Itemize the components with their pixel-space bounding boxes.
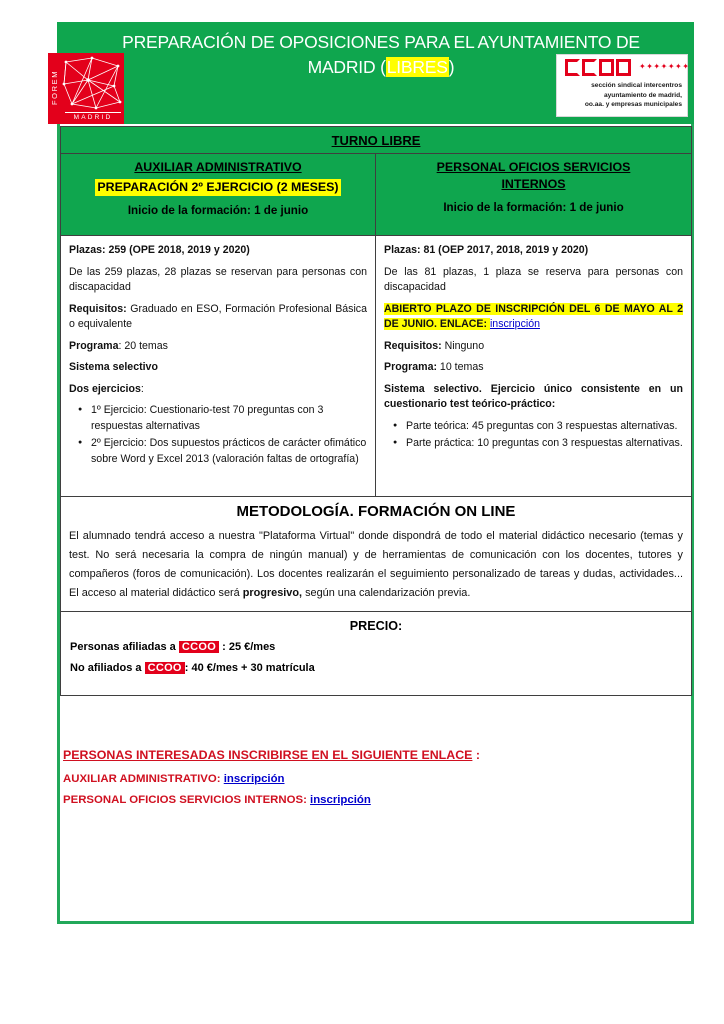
ccoo-logo bbox=[556, 54, 688, 117]
enrollment-label-personal: PERSONAL OFICIOS SERVICIOS INTERNOS: bbox=[63, 794, 311, 806]
personal-column-header bbox=[376, 154, 691, 236]
personal-sistema bbox=[384, 382, 683, 413]
auxiliar-start-date: Inicio de la formación: 1 de junio bbox=[127, 204, 309, 217]
personal-abierto-plazo bbox=[384, 302, 683, 333]
title-line-2-pre: MADRID ( bbox=[307, 57, 386, 77]
metodologia-text-bold: progresivo, bbox=[242, 587, 303, 599]
personal-plazas-value: 81 (OEP 2017, 2018, 2019 y 2020) bbox=[420, 244, 589, 256]
enrollment-link-row-auxiliar bbox=[63, 773, 683, 785]
forem-network-icon bbox=[62, 56, 122, 111]
precio-no-afiliados-row bbox=[61, 662, 691, 683]
personal-programa bbox=[384, 360, 683, 376]
auxiliar-ejercicios-colon: : bbox=[140, 382, 144, 395]
auxiliar-programa-label: Programa bbox=[69, 339, 119, 352]
personal-title-line-1: PERSONAL OFICIOS SERVICIOS bbox=[436, 160, 631, 174]
madrid-stars-icon: ✦✦✦✦✦✦✦ bbox=[639, 61, 690, 71]
auxiliar-highlight-title: PREPARACIÓN 2º EJERCICIO (2 MESES) bbox=[97, 180, 339, 194]
ccoo-subtitle-line-2: ayuntamiento de madrid, bbox=[603, 91, 682, 99]
forem-logo-text: FOREM bbox=[50, 69, 59, 105]
ccoo-logo-subtitle bbox=[557, 81, 685, 110]
precio-afiliados-row bbox=[61, 641, 691, 662]
auxiliar-column-header bbox=[61, 154, 375, 236]
metodologia-section bbox=[60, 496, 692, 612]
auxiliar-requisitos-label: Requisitos: bbox=[69, 302, 127, 315]
precio-title: PRECIO: bbox=[349, 619, 403, 633]
ccoo-subtitle-line-3: oo.aa. y empresas municipales bbox=[584, 101, 682, 108]
personal-programa-value: 10 temas bbox=[436, 361, 484, 373]
auxiliar-bullet-list bbox=[69, 403, 367, 467]
personal-requisitos-value: Ninguno bbox=[441, 339, 485, 352]
auxiliar-requisitos bbox=[69, 302, 367, 333]
precio-section bbox=[60, 612, 692, 696]
enrollment-link-row-personal bbox=[63, 794, 683, 806]
auxiliar-sistema bbox=[69, 360, 367, 376]
title-highlight-libres: LIBRES bbox=[386, 57, 448, 77]
precio-no-afiliados-pre: No afiliados a bbox=[70, 662, 145, 674]
ccoo-tag-afiliados: CCOO bbox=[179, 641, 219, 653]
ccoo-glyph-c2 bbox=[582, 59, 597, 76]
precio-afiliados-post: : 25 €/mes bbox=[219, 641, 276, 653]
metodologia-paragraph bbox=[61, 527, 691, 611]
auxiliar-plazas-value: 259 (OPE 2018, 2019 y 2020) bbox=[105, 244, 250, 256]
auxiliar-ejercicios-label: Dos ejercicios bbox=[69, 382, 141, 395]
enrollment-links-title-underlined: PERSONAS INTERESADAS INSCRIBIRSE EN EL SIGUIENTE ENLACE bbox=[63, 748, 473, 762]
auxiliar-programa-value: : 20 temas bbox=[118, 339, 168, 352]
auxiliar-column-body bbox=[61, 236, 375, 496]
precio-afiliados-pre: Personas afiliadas a bbox=[70, 641, 179, 653]
ccoo-glyph-c1 bbox=[565, 59, 580, 76]
metodologia-text-part1: El alumnado tendrá acceso a nuestra "Plataforma Virtual" donde dispondrá de todo el material didáctico necesario (temas y test. No será necesaria la compra de ningún manual) y de herramientas de comunicación con los docentes, tutores y compañeros (foros de comunicación). Los docentes realizarán el seguimiento personalizado de tareas y dudas, actividades... El acceso al material didáctico será bbox=[69, 530, 683, 599]
auxiliar-plazas-label: Plazas: bbox=[69, 244, 106, 256]
personal-plazas bbox=[384, 243, 683, 259]
personal-abierto-text: ABIERTO PLAZO DE INSCRIPCIÓN DEL 6 DE MAYO AL 2 DE JUNIO. ENLACE: bbox=[384, 302, 683, 330]
ccoo-subtitle-line-1: sección sindical intercentros bbox=[591, 82, 682, 89]
personal-plazas-label: Plazas: bbox=[384, 244, 421, 256]
precio-no-afiliados-post: : 40 €/mes + 30 matrícula bbox=[184, 662, 315, 674]
title-line-1: PREPARACIÓN DE OPOSICIONES PARA EL AYUNTAMIENTO DE bbox=[122, 32, 640, 52]
list-item: ● 1º Ejercicio: Cuestionario-test 70 preguntas con 3 respuestas alternativas bbox=[91, 403, 367, 434]
metodologia-text-part2: según una calendarización previa. bbox=[302, 587, 471, 599]
personal-title-line-2: INTERNOS bbox=[501, 177, 566, 191]
personal-inscripcion-link[interactable]: inscripción bbox=[489, 318, 540, 330]
personal-sistema-label: Sistema selectivo. Ejercicio único consistente en un cuestionario test teórico-práctico: bbox=[384, 382, 683, 410]
auxiliar-plazas bbox=[69, 243, 367, 259]
header-banner bbox=[50, 22, 694, 124]
column-personal-oficios bbox=[376, 154, 691, 496]
info-table bbox=[60, 126, 692, 696]
personal-requisitos-label: Requisitos: bbox=[384, 339, 442, 352]
auxiliar-requisitos-value: Graduado en ESO, Formación Profesional Básica o equivalente bbox=[69, 302, 367, 330]
auxiliar-programa bbox=[69, 339, 367, 355]
auxiliar-sistema-label: Sistema selectivo bbox=[69, 361, 158, 373]
personal-requisitos bbox=[384, 339, 683, 355]
ccoo-glyph-o1 bbox=[599, 59, 614, 76]
personal-reserva: De las 81 plazas, 1 plaza se reserva para personas con discapacidad bbox=[384, 265, 683, 293]
auxiliar-title: AUXILIAR ADMINISTRATIVO bbox=[134, 160, 302, 174]
enrollment-label-auxiliar: AUXILIAR ADMINISTRATIVO: bbox=[63, 773, 224, 785]
ccoo-glyph-o2 bbox=[616, 59, 631, 76]
ccoo-letter-glyphs bbox=[565, 59, 631, 76]
title-line-2-post: ) bbox=[448, 57, 455, 77]
enrollment-links-title bbox=[63, 748, 683, 762]
turno-libre-label: TURNO LIBRE bbox=[331, 132, 421, 148]
turno-libre-header-row bbox=[60, 126, 692, 154]
column-auxiliar-administrativo bbox=[61, 154, 376, 496]
auxiliar-ejercicios bbox=[69, 382, 367, 398]
ccoo-logo-mark bbox=[565, 59, 690, 76]
personal-programa-label: Programa: bbox=[384, 361, 437, 373]
personal-bullet-list bbox=[384, 419, 683, 452]
personal-column-body bbox=[376, 236, 691, 496]
metodologia-title: METODOLOGÍA. FORMACIÓN ON LINE bbox=[236, 503, 516, 520]
enrollment-links-title-colon: : bbox=[472, 748, 480, 762]
list-item: ● Parte teórica: 45 preguntas con 3 respuestas alternativas. bbox=[406, 419, 683, 435]
enrollment-links-section bbox=[63, 748, 683, 815]
forem-logo bbox=[48, 53, 124, 124]
list-item: ● Parte práctica: 10 preguntas con 3 respuestas alternativas. bbox=[406, 436, 683, 452]
personal-start-date: Inicio de la formación: 1 de junio bbox=[443, 201, 624, 214]
enrollment-link-personal[interactable]: inscripción bbox=[310, 794, 371, 806]
auxiliar-reserva: De las 259 plazas, 28 plazas se reservan para personas con discapacidad bbox=[69, 265, 367, 293]
two-column-section bbox=[60, 154, 692, 496]
ccoo-tag-no-afiliados: CCOO bbox=[145, 662, 185, 674]
forem-logo-subtext: MADRID bbox=[65, 112, 121, 121]
list-item: ● 2º Ejercicio: Dos supuestos prácticos de carácter ofimático sobre Word y Excel 2013 (valoración faltas de ortografía) bbox=[91, 436, 367, 467]
enrollment-link-auxiliar[interactable]: inscripción bbox=[223, 773, 285, 785]
